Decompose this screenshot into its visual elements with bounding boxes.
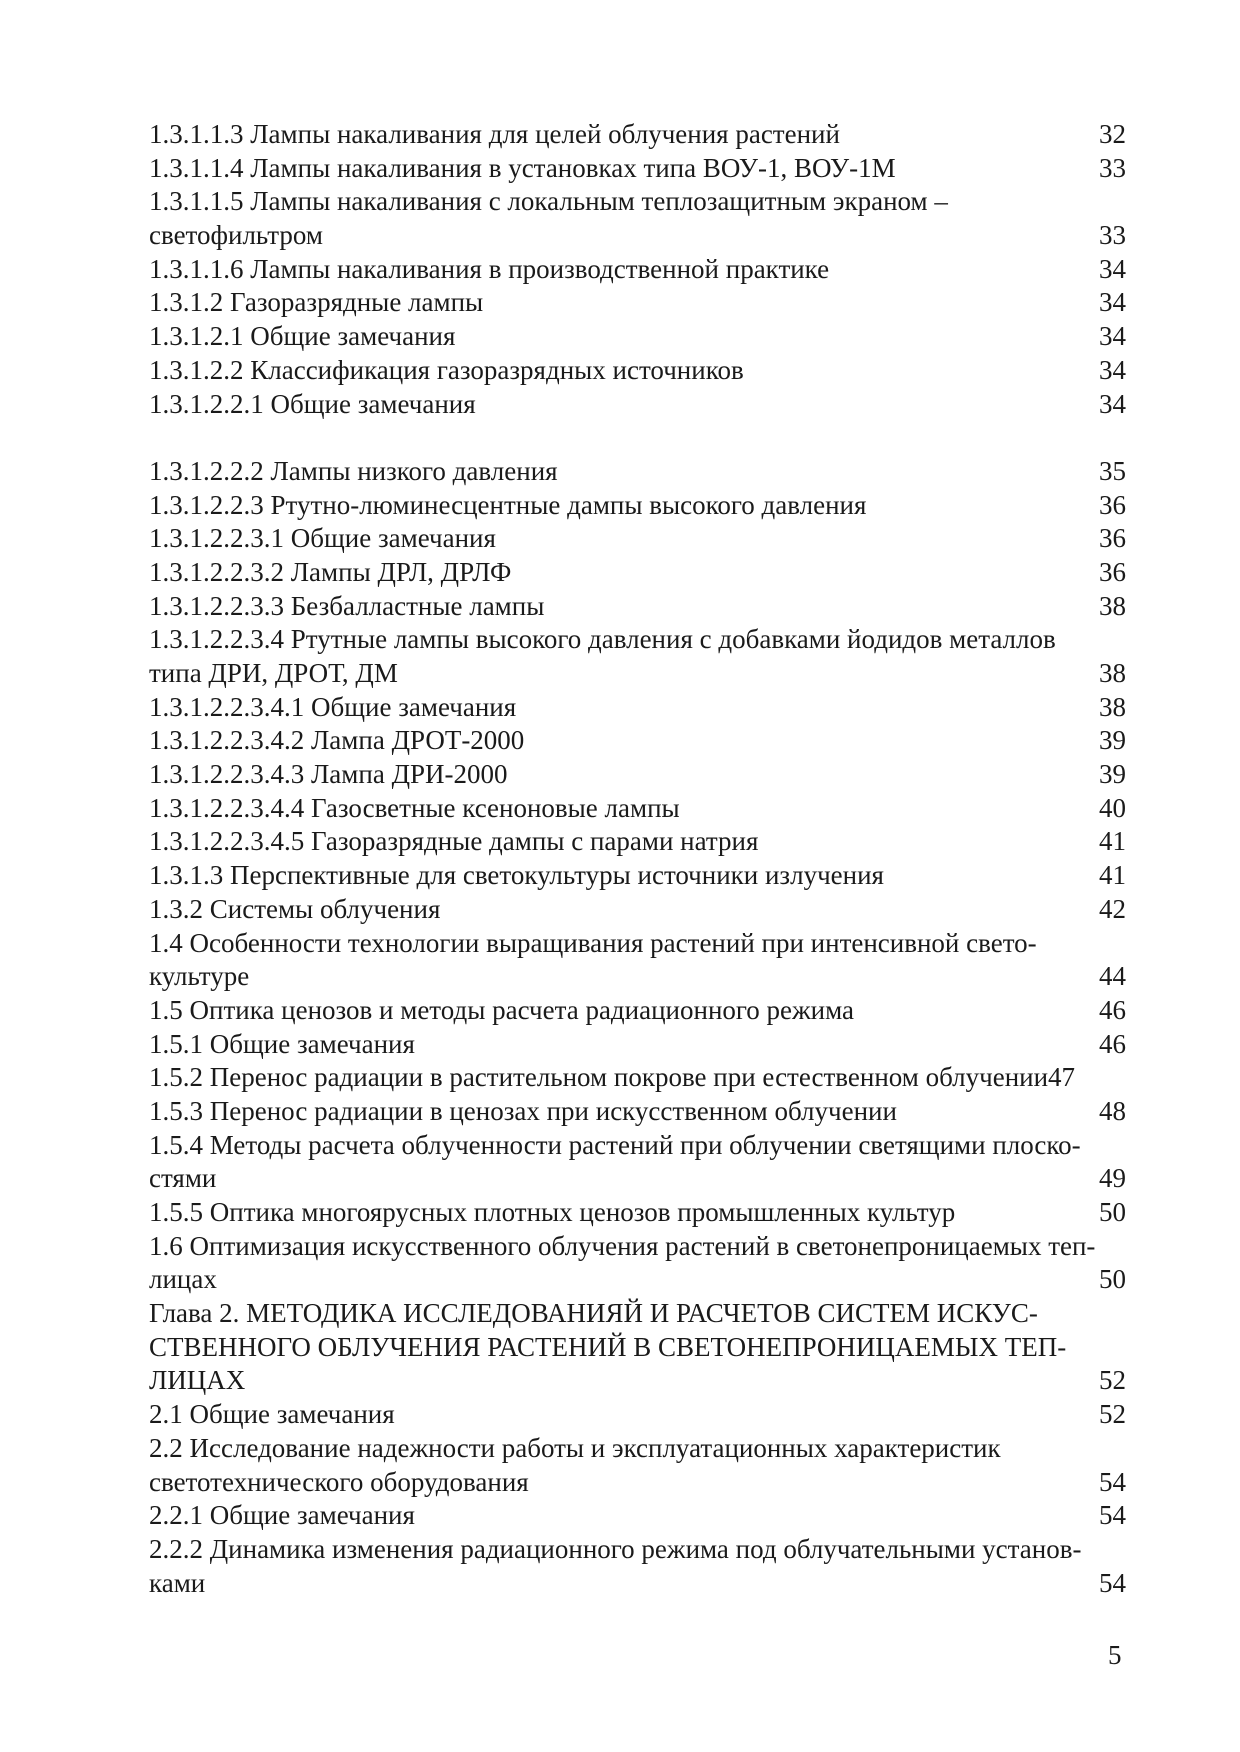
toc-entry-page: 50 <box>1099 1264 1126 1295</box>
toc-entry-page: 52 <box>1099 1399 1126 1430</box>
toc-entry-text: светофильтром <box>149 220 323 251</box>
toc-entry-text: 1.5.3 Перенос радиации в ценозах при искусственном облучении <box>149 1095 897 1126</box>
toc-entry <box>149 859 1169 893</box>
toc-entry-text: 1.3.1.2.2.3.4.2 Лампа ДРОТ-2000 <box>149 725 525 756</box>
toc-entry-text: 1.3.1.2.2.3 Ртутно-люминесцентные дампы высокого давления <box>149 489 867 520</box>
toc-entry <box>149 1499 1169 1533</box>
toc-entry <box>149 388 1169 422</box>
toc-entry <box>149 1162 1169 1196</box>
toc-entry <box>149 1466 1169 1500</box>
toc-entry <box>149 354 1169 388</box>
toc-entry-page: 54 <box>1099 1567 1126 1598</box>
toc-entry <box>149 1230 1169 1264</box>
toc-entry <box>149 522 1169 556</box>
table-of-contents <box>149 118 1169 1600</box>
toc-entry-page: 38 <box>1099 658 1126 688</box>
toc-entry-text: типа ДРИ, ДРОТ, ДМ <box>149 658 398 688</box>
toc-entry-page: 36 <box>1099 523 1126 554</box>
toc-entry-text: 1.5.2 Перенос радиации в растительном покрове при естественном облучении47 <box>149 1062 1076 1093</box>
toc-entry-text: Глава 2. МЕТОДИКА ИССЛЕДОВАНИЯЙ И РАСЧЕТОВ СИСТЕМ ИСКУС- <box>149 1298 1038 1329</box>
toc-entry-text: 1.3.1.2.2.3.1 Общие замечания <box>149 523 496 554</box>
toc-entry <box>149 927 1169 961</box>
toc-entry <box>149 152 1169 186</box>
toc-entry <box>149 590 1169 624</box>
toc-entry-page: 46 <box>1099 1028 1126 1059</box>
toc-entry <box>149 1095 1169 1129</box>
toc-entry-text: 1.3.1.2 Газоразрядные лампы <box>149 287 484 318</box>
toc-entry-text: 2.2.2 Динамика изменения радиационного режима под облучательными установ- <box>149 1533 1082 1564</box>
toc-entry <box>149 1263 1169 1297</box>
toc-entry-text: стями <box>149 1163 217 1194</box>
toc-entry-page: 34 <box>1099 388 1126 419</box>
toc-entry <box>149 1432 1169 1466</box>
toc-entry-text: светотехнического оборудования <box>149 1466 529 1497</box>
toc-entry-text: 1.3.1.1.5 Лампы накаливания с локальным теплозащитным экраном – <box>149 186 948 217</box>
toc-entry <box>149 1567 1169 1601</box>
toc-entry-text: 1.3.1.2.2.3.4.4 Газосветные ксеноновые лампы <box>149 792 680 823</box>
toc-entry <box>149 185 1169 219</box>
toc-entry-text: 1.3.1.2.2.3.4.5 Газоразрядные дампы с парами натрия <box>149 826 759 857</box>
toc-entry <box>149 623 1169 657</box>
toc-entry-text: 1.5.1 Общие замечания <box>149 1028 415 1059</box>
toc-entry-text: 1.3.1.2.2.3.4 Ртутные лампы высокого давления с добавками йодидов металлов <box>149 624 1056 655</box>
toc-entry <box>149 118 1169 152</box>
toc-entry <box>149 893 1169 927</box>
toc-entry-text: 1.3.1.3 Перспективные для светокультуры источники излучения <box>149 860 884 891</box>
toc-entry <box>149 691 1169 725</box>
toc-entry-page: 42 <box>1099 893 1126 924</box>
toc-entry-page: 34 <box>1099 287 1126 318</box>
toc-entry-text: 1.3.1.2.2 Классификация газоразрядных источников <box>149 354 744 385</box>
toc-entry-text: 1.5.4 Методы расчета облученности растений при облучении светящими плоско- <box>149 1129 1081 1160</box>
toc-entry-page: 34 <box>1099 354 1126 385</box>
toc-entry <box>149 1297 1169 1331</box>
toc-entry <box>149 1061 1169 1095</box>
toc-entry <box>149 825 1169 859</box>
toc-entry-text: СТВЕННОГО ОБЛУЧЕНИЯ РАСТЕНИЙ В СВЕТОНЕПРОНИЦАЕМЫХ ТЕП- <box>149 1331 1067 1362</box>
toc-entry <box>149 724 1169 758</box>
toc-entry-page: 50 <box>1099 1197 1126 1227</box>
toc-entry-page: 54 <box>1099 1466 1126 1497</box>
toc-entry <box>149 1331 1169 1365</box>
toc-entry-text: культуре <box>149 961 250 992</box>
toc-entry <box>149 994 1169 1028</box>
toc-entry-text: 1.6 Оптимизация искусственного облучения растений в светонепроницаемых теп- <box>149 1230 1096 1261</box>
toc-entry-text: 1.3.1.2.2.1 Общие замечания <box>149 388 476 419</box>
toc-entry <box>149 1129 1169 1163</box>
toc-entry-page: 52 <box>1099 1365 1126 1396</box>
toc-entry-page: 34 <box>1099 253 1126 284</box>
toc-entry <box>149 1533 1169 1567</box>
toc-entry <box>149 455 1169 489</box>
toc-entry <box>149 253 1169 287</box>
toc-entry-text: лицах <box>149 1264 217 1295</box>
toc-entry-text: 1.3.1.1.6 Лампы накаливания в производственной практике <box>149 253 830 284</box>
toc-entry-page: 32 <box>1099 119 1126 149</box>
toc-entry-text: 1.3.1.2.1 Общие замечания <box>149 321 456 352</box>
toc-entry <box>149 657 1169 691</box>
toc-entry-text: 1.4 Особенности технологии выращивания растений при интенсивной свето- <box>149 927 1037 958</box>
toc-entry-page: 33 <box>1099 152 1126 183</box>
toc-entry-text: 1.3.1.2.2.3.4.3 Лампа ДРИ-2000 <box>149 759 508 790</box>
toc-entry-page: 54 <box>1099 1500 1126 1531</box>
toc-entry-page: 39 <box>1099 725 1126 756</box>
toc-entry-text: 1.3.2 Системы облучения <box>149 893 441 924</box>
toc-entry-text: ЛИЦАХ <box>149 1365 246 1396</box>
toc-entry-page: 46 <box>1099 994 1126 1025</box>
toc-entry-page: 34 <box>1099 321 1126 352</box>
toc-entry-page: 36 <box>1099 556 1126 587</box>
toc-entry-page: 35 <box>1099 455 1126 486</box>
toc-entry-page: 48 <box>1099 1095 1126 1126</box>
toc-entry-text: 2.2 Исследование надежности работы и эксплуатационных характеристик <box>149 1432 1001 1463</box>
toc-entry-page: 39 <box>1099 759 1126 790</box>
toc-entry <box>149 286 1169 320</box>
toc-entry-text: 2.1 Общие замечания <box>149 1399 395 1430</box>
toc-entry-page: 44 <box>1099 961 1126 992</box>
toc-entry-page: 38 <box>1099 590 1126 621</box>
toc-entry <box>149 421 1169 455</box>
toc-entry <box>149 1398 1169 1432</box>
toc-entry-page: 40 <box>1099 792 1126 823</box>
toc-entry-text: 1.3.1.2.2.3.3 Безбалластные лампы <box>149 590 545 621</box>
toc-entry-page: 33 <box>1099 220 1126 251</box>
toc-entry <box>149 1364 1169 1398</box>
toc-entry <box>149 758 1169 792</box>
toc-entry <box>149 792 1169 826</box>
toc-entry <box>149 960 1169 994</box>
toc-entry-page: 41 <box>1099 860 1126 891</box>
toc-entry-text: 1.3.1.1.4 Лампы накаливания в установках типа ВОУ-1, ВОУ-1М <box>149 152 896 183</box>
toc-entry-text: 1.3.1.2.2.2 Лампы низкого давления <box>149 455 558 486</box>
toc-entry-text: ками <box>149 1567 206 1598</box>
toc-entry <box>149 1028 1169 1062</box>
toc-entry <box>149 219 1169 253</box>
toc-entry <box>149 1196 1169 1230</box>
toc-entry-page: 36 <box>1099 489 1126 520</box>
toc-entry-text: 1.5 Оптика ценозов и методы расчета радиационного режима <box>149 994 855 1025</box>
toc-entry-text: 1.3.1.1.3 Лампы накаливания для целей облучения растений <box>149 119 840 149</box>
toc-entry-text: 1.5.5 Оптика многоярусных плотных ценозов промышленных культур <box>149 1197 956 1227</box>
toc-entry-page: 38 <box>1099 691 1126 722</box>
toc-entry-text: 2.2.1 Общие замечания <box>149 1500 415 1531</box>
toc-entry-text: 1.3.1.2.2.3.2 Лампы ДРЛ, ДРЛФ <box>149 556 512 587</box>
toc-entry <box>149 556 1169 590</box>
page-number: 5 <box>1108 1640 1122 1670</box>
toc-entry-page: 49 <box>1099 1163 1126 1194</box>
toc-entry-text: 1.3.1.2.2.3.4.1 Общие замечания <box>149 691 517 722</box>
toc-entry-page: 41 <box>1099 826 1126 857</box>
toc-entry <box>149 489 1169 523</box>
toc-entry <box>149 320 1169 354</box>
